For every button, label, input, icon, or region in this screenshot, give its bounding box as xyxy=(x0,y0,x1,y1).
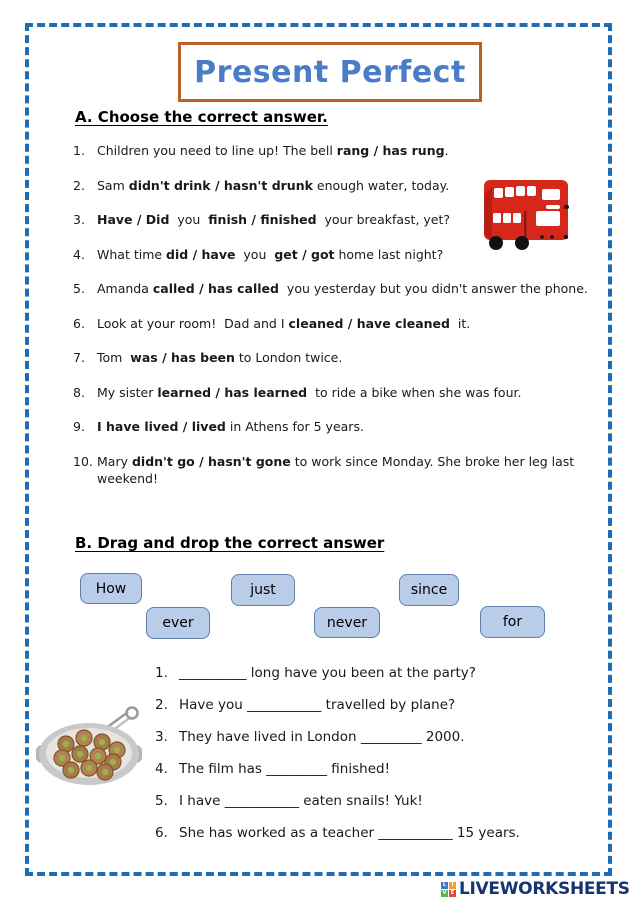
item-text xyxy=(97,177,449,194)
item-text xyxy=(97,142,449,159)
item-number: 1. xyxy=(73,143,85,158)
gap-sentence[interactable]: They have lived in London _________ 2000. xyxy=(179,729,465,745)
item-number: 3. xyxy=(155,729,168,745)
sentence-text: to ride a bike when she was four. xyxy=(307,384,522,400)
list-item xyxy=(73,418,613,435)
answer-choice[interactable]: learned / has learned xyxy=(157,384,308,400)
answer-choice[interactable]: finish / finished xyxy=(208,212,317,227)
item-number: 9. xyxy=(73,419,85,434)
answer-choice[interactable]: called / has called xyxy=(152,281,279,296)
list-item xyxy=(73,142,613,159)
snails-image xyxy=(36,704,142,790)
item-number: 2. xyxy=(73,177,85,193)
answer-choice[interactable]: rang / has rung xyxy=(336,143,445,158)
exercise-a-heading: A. Choose the correct answer. xyxy=(75,108,328,126)
item-number: 4. xyxy=(73,246,85,262)
item-number: 5. xyxy=(73,281,85,296)
sentence-text: home last night? xyxy=(334,246,444,262)
sentence-text: My sister xyxy=(97,384,158,400)
list-item xyxy=(73,315,613,332)
sentence-text: your breakfast, yet? xyxy=(316,212,451,227)
answer-choice[interactable]: cleaned / have cleaned xyxy=(288,315,450,331)
drag-word-since[interactable]: since xyxy=(399,574,459,606)
item-number: 3. xyxy=(73,212,85,227)
sentence-text: Mary xyxy=(97,453,132,469)
exercise-b-list xyxy=(155,664,605,856)
drag-word-how[interactable]: How xyxy=(80,573,142,604)
list-item xyxy=(155,760,605,779)
liveworksheets-logo xyxy=(441,879,630,899)
sentence-text: you xyxy=(169,212,209,227)
gap-sentence[interactable]: Have you ___________ travelled by plane? xyxy=(179,697,456,713)
sentence-text: What time xyxy=(97,246,167,262)
item-number: 8. xyxy=(73,384,85,400)
sentence-text: to London twice. xyxy=(234,350,343,365)
list-item xyxy=(155,824,605,843)
brand-name: LIVEWORKSHEETS xyxy=(459,879,630,899)
sentence-text: Tom xyxy=(97,350,131,365)
answer-choice[interactable]: didn't go / hasn't gone xyxy=(131,453,291,469)
logo-letter: V xyxy=(442,889,447,896)
list-item xyxy=(155,664,605,683)
item-text xyxy=(97,246,443,263)
answer-choice[interactable]: get / got xyxy=(274,246,335,262)
sentence-text: Amanda xyxy=(97,281,153,296)
item-text xyxy=(97,349,342,366)
answer-choice[interactable]: I have lived / lived xyxy=(97,419,226,434)
sentence-text: enough water, today. xyxy=(312,177,450,193)
list-item xyxy=(155,792,605,811)
snails-plate-icon xyxy=(36,704,142,790)
item-number: 2. xyxy=(155,697,168,713)
list-item xyxy=(73,384,613,401)
gap-sentence[interactable]: __________ long have you been at the party? xyxy=(179,665,476,681)
drag-word-ever[interactable]: ever xyxy=(146,607,210,639)
drag-word-just[interactable]: just xyxy=(231,574,295,606)
list-item xyxy=(73,349,613,366)
item-text xyxy=(97,453,574,487)
logo-letter: I xyxy=(449,882,456,889)
item-number: 7. xyxy=(73,350,85,365)
sentence-text: weekend! xyxy=(97,470,158,486)
gap-sentence[interactable]: The film has _________ finished! xyxy=(179,761,390,777)
item-text xyxy=(97,315,470,332)
item-text xyxy=(97,384,521,401)
gap-sentence[interactable]: She has worked as a teacher ___________ 15 years. xyxy=(179,825,520,841)
bus-icon xyxy=(478,175,574,255)
item-text xyxy=(97,418,364,435)
item-number: 6. xyxy=(155,825,168,841)
answer-choice[interactable]: did / have xyxy=(166,246,236,262)
item-text xyxy=(97,280,588,297)
answer-choice[interactable]: was / has been xyxy=(130,350,235,365)
exercise-b-heading: B. Drag and drop the correct answer xyxy=(75,534,385,552)
title-banner xyxy=(178,42,482,102)
sentence-text: Look at your room! Dad and I xyxy=(97,315,289,331)
item-text xyxy=(97,211,450,228)
sentence-text: it. xyxy=(449,315,471,331)
bus-image xyxy=(478,175,574,255)
sentence-text: Sam xyxy=(97,177,129,193)
sentence-text: in Athens for 5 years. xyxy=(225,419,364,434)
sentence-text: . xyxy=(444,143,449,158)
liveworksheets-grid-icon xyxy=(441,882,456,897)
sentence-text: you yesterday but you didn't answer the phone. xyxy=(278,281,588,296)
list-item xyxy=(73,453,613,487)
logo-letter: E xyxy=(450,889,455,896)
sentence-text: to work since Monday. She broke her leg last xyxy=(290,453,575,469)
sentence-text: you xyxy=(235,246,275,262)
gap-sentence[interactable]: I have ___________ eaten snails! Yuk! xyxy=(179,793,423,809)
list-item xyxy=(155,696,605,715)
answer-choice[interactable]: didn't drink / hasn't drunk xyxy=(128,177,313,193)
list-item xyxy=(73,280,613,297)
item-number: 1. xyxy=(155,665,168,681)
item-number: 5. xyxy=(155,793,168,809)
item-number: 10. xyxy=(73,453,93,469)
answer-choice[interactable]: Have / Did xyxy=(97,212,170,227)
drag-word-never[interactable]: never xyxy=(314,607,380,638)
item-number: 4. xyxy=(155,761,168,777)
list-item xyxy=(155,728,605,747)
page-title: Present Perfect xyxy=(194,54,466,90)
sentence-text: Children you need to line up! The bell xyxy=(97,143,337,158)
logo-letter: L xyxy=(442,881,447,888)
item-number: 6. xyxy=(73,315,85,331)
drag-word-for[interactable]: for xyxy=(480,606,545,638)
